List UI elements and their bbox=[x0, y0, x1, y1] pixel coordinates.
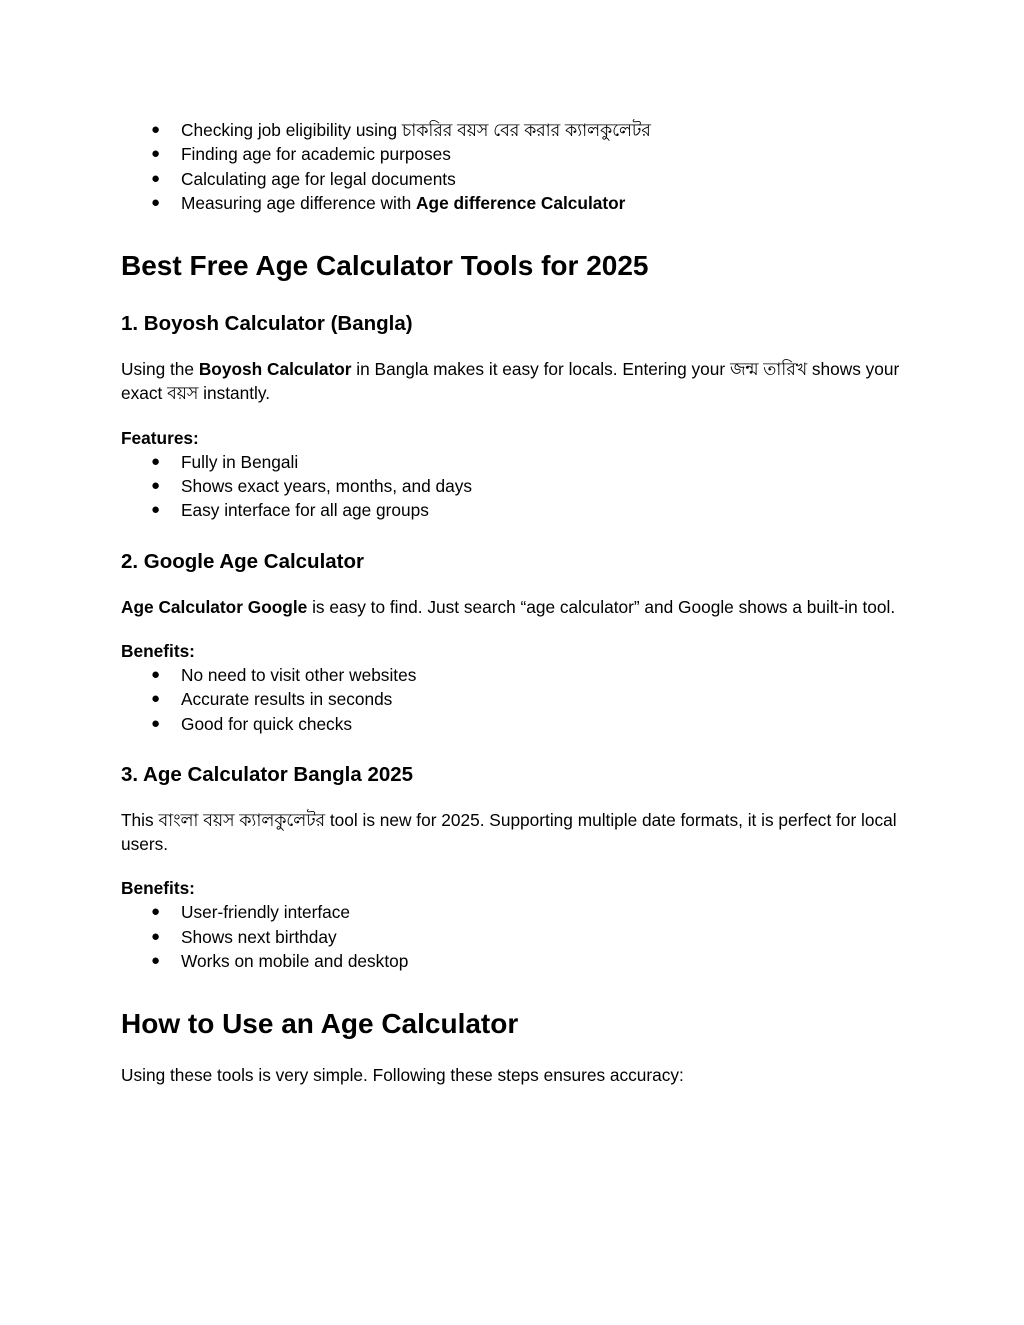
google-age-calculator-paragraph: Age Calculator Google is easy to find. Just search “age calculator” and Google shows a built-in tool. bbox=[121, 596, 896, 617]
boyosh-calculator-paragraph: Using the Boyosh Calculator in Bangla makes it easy for locals. Entering your জন্ম তারিখ shows your exact বয়স instantly. bbox=[121, 359, 900, 404]
bullet-icon: ● bbox=[151, 121, 161, 138]
bullet-icon: ● bbox=[151, 452, 161, 470]
age-calculator-bangla-paragraph: This বাংলা বয়স ক্যালকুলেটর tool is new for 2025. Supporting multiple date formats, it is perfect for local users. bbox=[121, 809, 897, 855]
features-list bbox=[121, 450, 911, 523]
how-to-use-heading: How to Use an Age Calculator bbox=[121, 1008, 519, 1040]
bullet-icon: ● bbox=[151, 477, 161, 495]
bullet-icon: ● bbox=[151, 903, 161, 921]
bullet-icon: ● bbox=[151, 714, 161, 732]
bullet-icon: ● bbox=[151, 193, 161, 211]
features-label: Features: bbox=[121, 427, 199, 448]
list-item: ● Fully in Bengali bbox=[121, 450, 911, 474]
best-tools-heading: Best Free Age Calculator Tools for 2025 bbox=[121, 250, 649, 282]
list-item: ● Shows next birthday bbox=[121, 925, 911, 949]
list-item: ● Checking job eligibility using চাকরির বয়স বের করার ক্যালকুলেটর bbox=[121, 118, 911, 142]
benefits-list bbox=[121, 663, 911, 736]
age-difference-calculator-term: Age difference Calculator bbox=[416, 192, 626, 213]
benefits-label: Benefits: bbox=[121, 878, 195, 899]
bullet-icon: ● bbox=[151, 690, 161, 708]
bullet-icon: ● bbox=[151, 501, 161, 519]
intro-list bbox=[121, 118, 911, 215]
document-content bbox=[121, 118, 911, 1088]
list-item: ● Measuring age difference with Age difference Calculator bbox=[121, 191, 911, 215]
benefits-label: Benefits: bbox=[121, 640, 195, 661]
boyosh-calculator-heading: 1. Boyosh Calculator (Bangla) bbox=[121, 312, 413, 336]
bullet-icon: ● bbox=[151, 952, 161, 970]
list-item: ● Good for quick checks bbox=[121, 712, 911, 736]
benefits-list bbox=[121, 900, 911, 973]
list-item: ● User-friendly interface bbox=[121, 900, 911, 924]
age-calculator-bangla-heading: 3. Age Calculator Bangla 2025 bbox=[121, 762, 414, 786]
list-item: ● Accurate results in seconds bbox=[121, 687, 911, 711]
bullet-icon: ● bbox=[151, 145, 161, 163]
list-item: ● Finding age for academic purposes bbox=[121, 142, 911, 166]
list-item: ● Calculating age for legal documents bbox=[121, 167, 911, 191]
list-item: ● Works on mobile and desktop bbox=[121, 949, 911, 973]
how-to-use-paragraph: Using these tools is very simple. Following these steps ensures accuracy: bbox=[121, 1065, 684, 1086]
bullet-icon: ● bbox=[151, 169, 161, 187]
list-item: ● Easy interface for all age groups bbox=[121, 498, 911, 522]
list-item: ● Shows exact years, months, and days bbox=[121, 474, 911, 498]
google-age-calculator-heading: 2. Google Age Calculator bbox=[121, 549, 365, 573]
bullet-icon: ● bbox=[151, 665, 161, 683]
list-item: ● No need to visit other websites bbox=[121, 663, 911, 687]
bullet-icon: ● bbox=[151, 927, 161, 945]
